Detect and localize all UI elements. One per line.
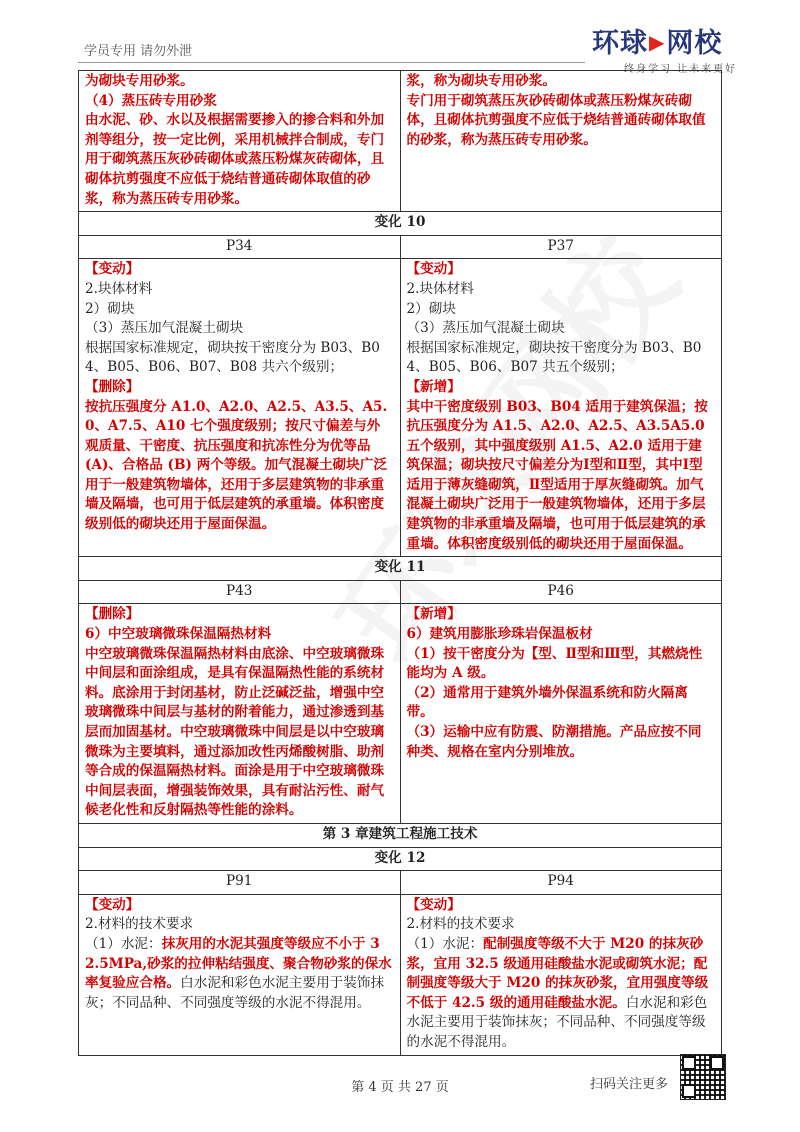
text-line: 2.材料的技术要求 <box>85 916 194 933</box>
page-ref-new: P94 <box>400 871 722 895</box>
table-row <box>79 259 722 557</box>
brand-logo <box>592 26 737 75</box>
text-line: 根据国家标准规定，砌块按干密度分为 B03、B04、B05、B06、B07、B08 共六个级别； <box>85 339 380 376</box>
section-title-change-11: 变化 11 <box>79 557 722 581</box>
text-line: 2.块体材料 <box>85 280 153 297</box>
tag-delete: 【删除】 <box>85 378 140 395</box>
added-item: （1）按干密度分为【型、Ⅱ型和Ⅲ型，其燃烧性能均为 A 级。 <box>406 645 703 682</box>
table-row <box>79 604 722 824</box>
logo-play-icon: ▶ <box>649 30 666 54</box>
text-line: 2.材料的技术要求 <box>406 916 515 933</box>
old-text: 为砌块专用砂浆。 <box>85 73 194 89</box>
text-suffix: 白水泥和彩色水泥主要用于装饰抹灰；不同品种、不同强度等级的水泥不得混用。 <box>406 994 708 1050</box>
old-content-cell <box>79 259 401 557</box>
old-heading: （4）蒸压砖专用砂浆 <box>85 92 217 109</box>
new-text: 浆，称为砌块专用砂浆。 <box>406 73 557 89</box>
deleted-text: 中空玻璃微珠保温隔热材料由底涂、中空玻璃微珠中间层和面涂组成，是具有保温隔热性能的系统材料。底涂用于封闭基材，防止泛碱泛盐，增强中空玻璃微珠中间层与基材的附着能力，通过渗透到基层而加固基材。中空玻璃微珠中间层是以中空玻璃微珠为主要填料，通过添加改性丙烯酸树脂、助剂等合成的保温隔热材料。面涂是用于中空玻璃微珠中间层表面，增强装饰效果，具有耐沾污性、耐气候老化性和反射隔热等性能的涂料。 <box>85 645 385 819</box>
old-paragraph: 由水泥、砂、水以及根据需要掺入的掺合料和外加剂等组分，按一定比例，采用机械拌合制成，专门用于砌筑蒸压灰砂砖砌体或蒸压粉煤灰砖砌体，且砌体抗剪强度不应低于烧结普通砖砌体取值的砂浆，称为蒸压砖专用砂浆。 <box>85 112 385 207</box>
scan-prompt: 扫码关注更多 <box>590 1077 669 1092</box>
table-row <box>79 894 722 1055</box>
text-line: （3）蒸压加气混凝土砌块 <box>85 320 244 337</box>
chapter-title: 第 3 章建筑工程施工技术 <box>79 823 722 847</box>
changed-text: 抹灰用的水泥其强度等级应不小于 32.5MPa,砂浆的拉伸粘结强度、聚合物砂浆的保水率复验应合格。 <box>85 935 392 992</box>
page-ref-old: P43 <box>79 580 401 604</box>
text-line: 2）砌块 <box>406 300 456 317</box>
tag-change: 【变动】 <box>406 261 461 278</box>
text-line: 2.块体材料 <box>406 280 474 297</box>
header-notice: 学员专用 请勿外泄 <box>84 44 193 59</box>
added-item: （3）运输中应有防震、防潮措施。产品应按不同种类、规格在室内分别堆放。 <box>406 724 702 760</box>
page-ref-new: P37 <box>400 235 722 259</box>
section-title-change-12: 变化 12 <box>79 847 722 871</box>
text-line: 根据国家标准规定，砌块按干密度分为 B03、B04、B05、B06、B07 共五个级别； <box>406 339 702 376</box>
tag-change: 【变动】 <box>406 896 461 913</box>
prev-right-cell <box>400 71 722 212</box>
page-number: 第 4 页 共 27 页 <box>351 1080 449 1095</box>
page-ref-new: P46 <box>400 580 722 604</box>
section-title-change-10: 变化 10 <box>79 212 722 236</box>
added-heading: 6）建筑用膨胀珍珠岩保温板材 <box>406 626 593 643</box>
new-content-cell <box>400 259 722 557</box>
qr-code-icon[interactable] <box>680 1054 726 1100</box>
header-rule <box>78 62 585 63</box>
page-ref-old: P34 <box>79 235 401 259</box>
old-content-cell <box>79 604 401 824</box>
text-line: （3）蒸压加气混凝土砌块 <box>406 320 565 337</box>
tag-delete: 【删除】 <box>85 606 140 623</box>
comparison-table <box>78 70 722 1056</box>
tag-add: 【新增】 <box>406 378 461 395</box>
text-prefix: （1）水泥： <box>85 935 162 952</box>
logo-tagline: 终身学习 让未来更好 <box>624 64 738 75</box>
logo-text-b: 网校 <box>666 28 723 59</box>
logo-text-a: 环球 <box>592 28 648 59</box>
table-row <box>79 71 722 212</box>
text-line: 2）砌块 <box>85 300 135 317</box>
old-content-cell <box>79 894 401 1055</box>
text-prefix: （1）水泥： <box>406 935 484 952</box>
deleted-text: 按抗压强度分 A1.0、A2.0、A2.5、A3.5、A5.0、A7.5、A10 七个强度级别；按尺寸偏差与外观质量、干密度、抗压强度和抗冻性分为优等品 (A)、合格品 (B) 两个等级。加气混凝土砌块广泛用于一般建筑物墙体，还用于多层建筑物的非承重墙及隔墙，也可用于低层建筑的承重墙。体积密度级别低的砌块还用于屋面保温。 <box>85 398 388 533</box>
page-ref-old: P91 <box>79 871 401 895</box>
tag-change: 【变动】 <box>85 896 140 913</box>
changed-text: 配制强度等级不大于 M20 的抹灰砂浆，宜用 32.5 级通用硅酸盐水泥或砌筑水泥；配制强度等级大于 M20 的抹灰砂浆，宜用强度等级不低于 42.5 级的通用硅酸盐水泥。 <box>406 935 709 1011</box>
added-text: 其中干密度级别 B03、B04 适用于建筑保温；按抗压强度分为 A1.5、A2.0、A2.5、A3.5A5.0 五个级别，其中强度级别 A1.5、A2.0 适用于建筑保温；砌块按尺寸偏差分为Ⅰ型和Ⅱ型，其中Ⅰ型适用于薄灰缝砌筑，Ⅱ型适用于厚灰缝砌筑。加气混凝土砌块广泛用于一般建筑物墙体，还用于多层建筑物的非承重墙及隔墙，也可用于低层建筑的承重墙。体积密度级别低的砌块还用于屋面保温。 <box>406 398 708 552</box>
text-suffix: 白水泥和彩色水泥主要用于装饰抹灰；不同品种、不同强度等级的水泥不得混用。 <box>85 975 385 1011</box>
new-content-cell <box>400 604 722 824</box>
new-content-cell <box>400 894 722 1055</box>
new-paragraph: 专门用于砌筑蒸压灰砂砖砌体或蒸压粉煤灰砖砌体，且砌体抗剪强度不应低于烧结普通砖砌体取值的砂浆，称为蒸压砖专用砂浆。 <box>406 92 706 148</box>
tag-add: 【新增】 <box>406 606 461 623</box>
added-item: （2）通常用于建筑外墙外保温系统和防火隔离带。 <box>406 684 688 721</box>
prev-left-cell <box>79 71 401 212</box>
deleted-heading: 6）中空玻璃微珠保温隔热材料 <box>85 626 272 643</box>
tag-change: 【变动】 <box>85 261 140 278</box>
